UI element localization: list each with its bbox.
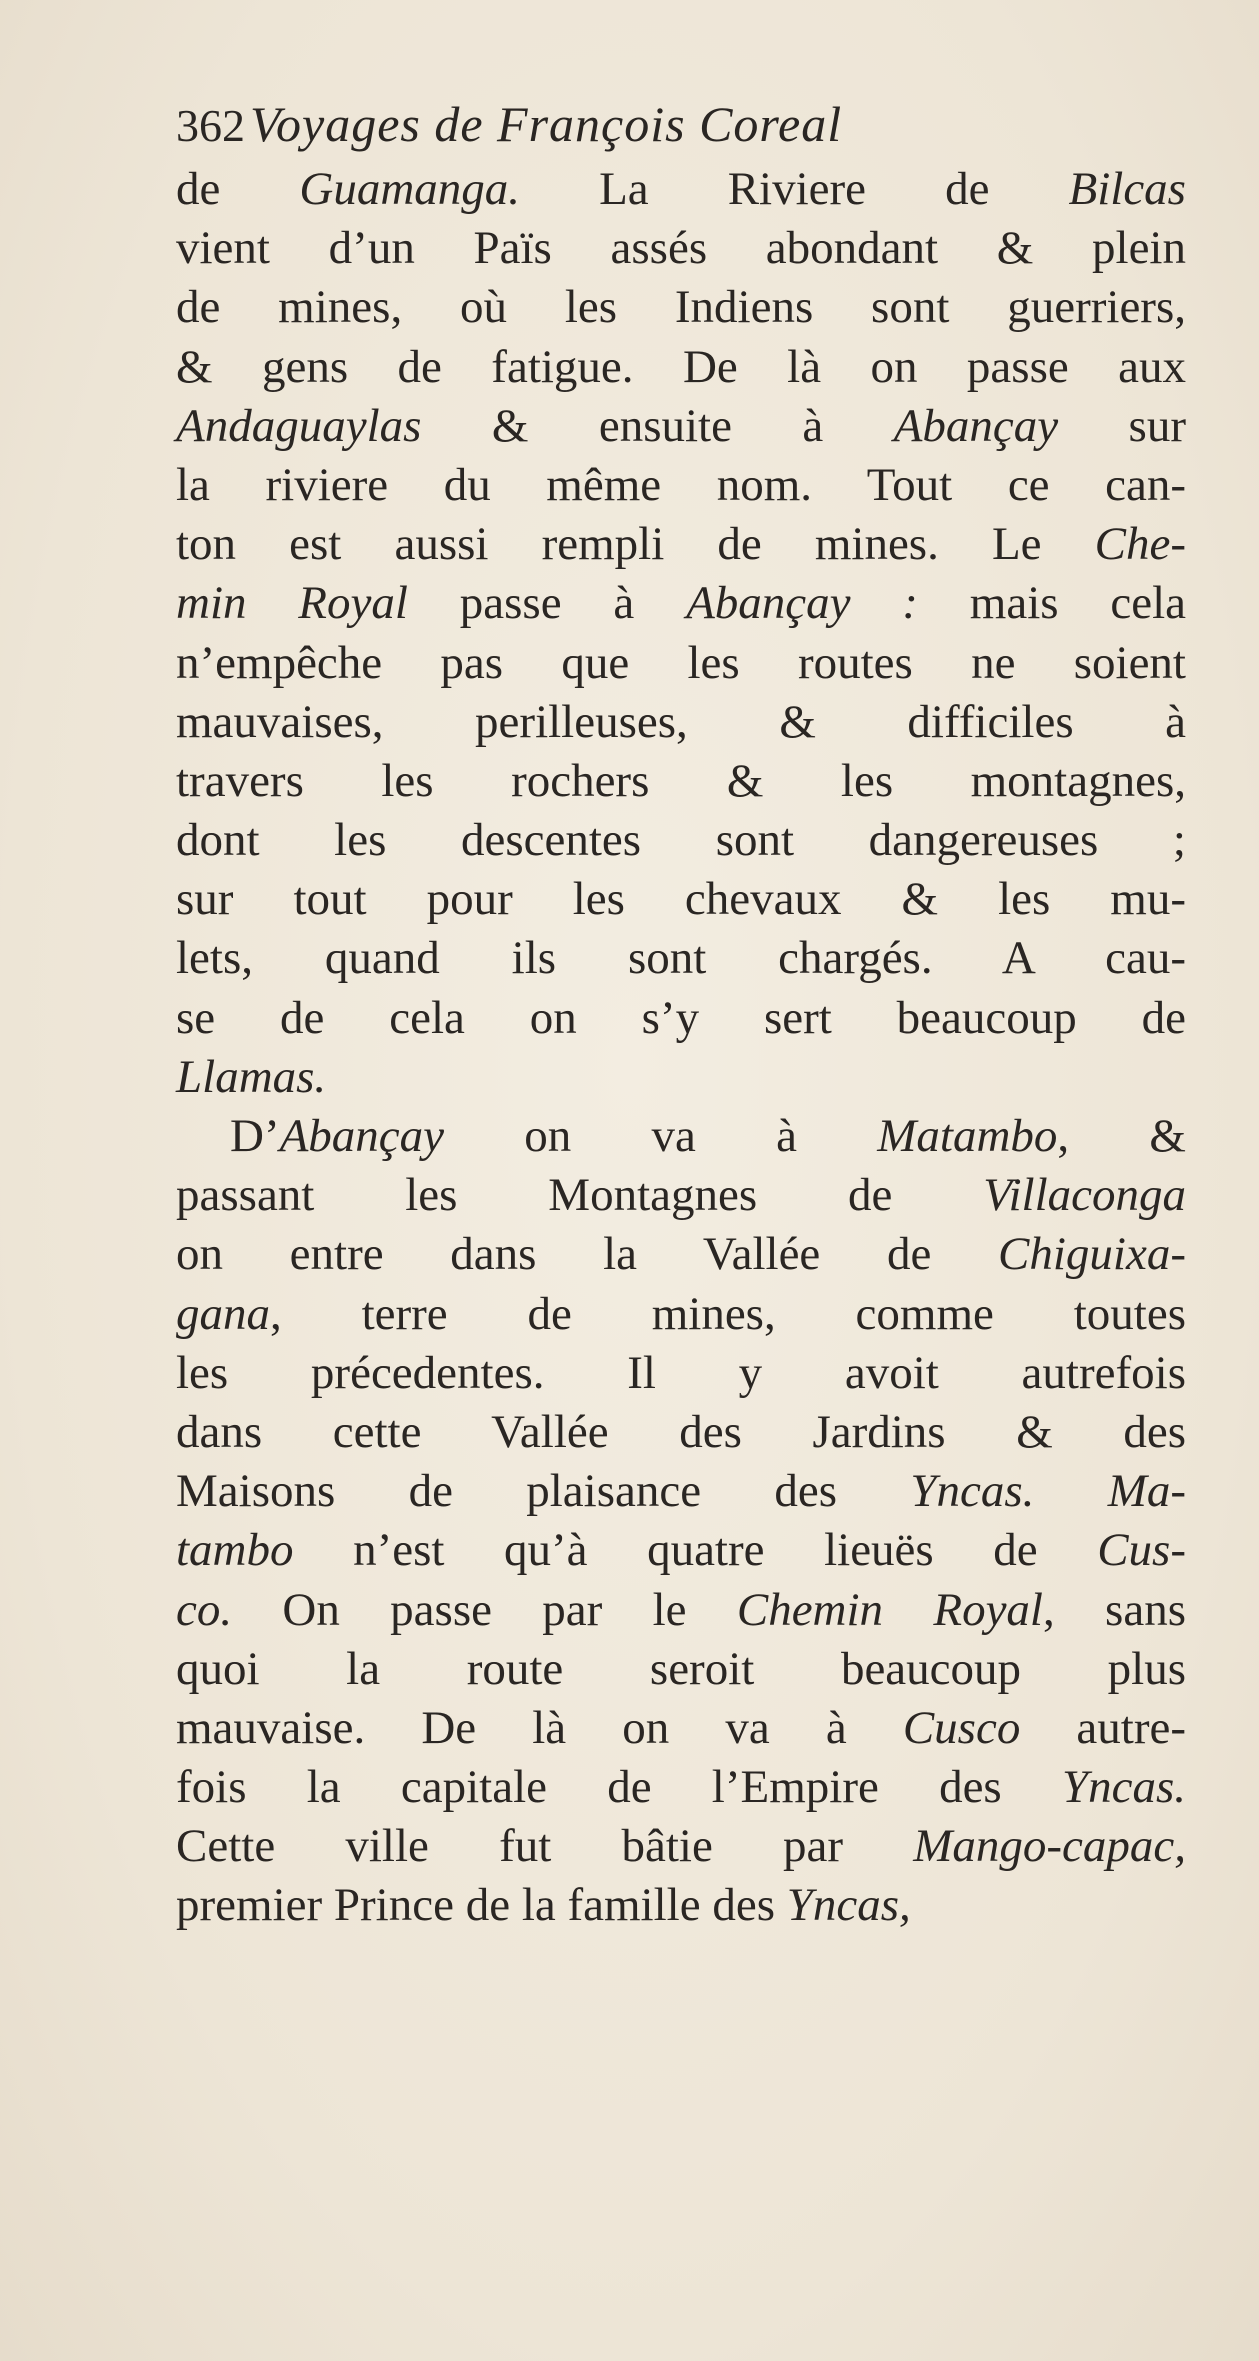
text-line <box>176 456 1186 515</box>
text-line <box>176 397 1186 456</box>
running-title: Voyages de François Coreal <box>250 96 843 152</box>
italic-text-run: Abançay <box>279 1110 445 1162</box>
text-run: , & <box>1057 1110 1186 1162</box>
text-run: n’est qu’à quatre lieuës de <box>293 1524 1098 1577</box>
text-run: , sans <box>1043 1583 1186 1636</box>
italic-text-run: co. <box>176 1583 233 1636</box>
text-run: fois la capitale de l’Empire des <box>176 1761 1062 1814</box>
text-run: autre- <box>1020 1701 1186 1754</box>
italic-text-run: Cus- <box>1097 1524 1186 1577</box>
italic-text-run: Guamanga. <box>299 163 521 215</box>
text-run: de <box>176 163 300 215</box>
text-run: n’empêche pas que les routes ne soient <box>176 636 1186 689</box>
text-line <box>176 1048 1186 1107</box>
text-run: La Riviere de <box>520 163 1069 215</box>
italic-text-run: Cusco <box>902 1701 1021 1754</box>
text-run: sur <box>1058 399 1186 452</box>
text-line <box>176 929 1186 988</box>
book-page <box>176 88 1186 1936</box>
running-head <box>176 88 1186 160</box>
text-line <box>176 989 1186 1048</box>
text-run: travers les rochers & les montagnes, <box>176 754 1186 807</box>
text-run: sur tout pour les chevaux & les mu- <box>176 873 1186 926</box>
page-number: 362 <box>176 100 245 151</box>
text-line <box>176 160 1186 219</box>
body-text <box>176 160 1186 1936</box>
italic-text-run: gana <box>176 1287 270 1340</box>
text-run: On passe par le <box>232 1583 737 1636</box>
text-line <box>176 338 1186 397</box>
text-line <box>176 752 1186 811</box>
italic-text-run: Bilcas <box>1068 163 1186 215</box>
text-line <box>176 515 1186 574</box>
italic-text-run: Chiguixa- <box>998 1228 1186 1281</box>
text-line <box>176 1285 1186 1344</box>
italic-text-run: tambo <box>176 1524 294 1577</box>
text-line <box>176 634 1186 693</box>
text-line <box>176 1166 1186 1225</box>
text-line <box>176 1758 1186 1817</box>
italic-text-run: Yncas. Ma- <box>910 1465 1187 1518</box>
text-run: & ensuite à <box>421 399 894 452</box>
text-line <box>176 870 1186 929</box>
text-run: dans cette Vallée des Jardins & des <box>176 1405 1186 1458</box>
italic-text-run: Villaconga <box>983 1169 1186 1222</box>
text-line <box>176 1699 1186 1758</box>
text-run: mauvaise. De là on va à <box>176 1701 903 1754</box>
text-line <box>176 219 1186 278</box>
text-line <box>176 1640 1186 1699</box>
italic-text-run: Llamas. <box>176 1050 327 1103</box>
italic-text-run: Andaguaylas <box>176 399 422 452</box>
italic-text-run: Abançay : <box>686 577 918 630</box>
italic-text-run: Abançay <box>893 399 1059 452</box>
text-line <box>176 1581 1186 1640</box>
italic-text-run: min Royal <box>176 577 408 630</box>
text-run: passant les Montagnes de <box>176 1169 984 1222</box>
italic-text-run: Che- <box>1094 518 1186 571</box>
text-line <box>176 693 1186 752</box>
text-run: Maisons de plaisance des <box>176 1465 911 1518</box>
text-run: les précedentes. Il y avoit autrefois <box>176 1346 1186 1399</box>
text-line <box>176 1403 1186 1462</box>
text-run: lets, quand ils sont chargés. A cau- <box>176 932 1186 985</box>
text-run: ton est aussi rempli de mines. Le <box>176 518 1095 571</box>
text-line <box>176 1462 1186 1521</box>
italic-text-run: Chemin Royal <box>736 1583 1043 1636</box>
text-line <box>176 278 1186 337</box>
text-run: , terre de mines, comme toutes <box>270 1287 1186 1340</box>
text-run: passe à <box>407 577 687 630</box>
text-line <box>176 574 1186 633</box>
text-line <box>176 1521 1186 1580</box>
text-line <box>176 1876 1186 1935</box>
text-line <box>176 1817 1186 1876</box>
text-line <box>176 811 1186 870</box>
text-line <box>176 1344 1186 1403</box>
italic-text-run: Mango-capac, <box>913 1820 1186 1873</box>
text-run: de mines, où les Indiens sont guerriers, <box>176 281 1186 334</box>
text-line <box>176 1107 1186 1166</box>
italic-text-run: Matambo <box>877 1110 1058 1162</box>
text-run: D’ <box>230 1110 280 1162</box>
text-run: mauvaises, perilleuses, & difficiles à <box>176 695 1186 748</box>
text-run: vient d’un Païs assés abondant & plein <box>176 222 1186 275</box>
text-run: premier Prince de la famille des <box>176 1879 787 1932</box>
text-run: Cette ville fut bâtie par <box>176 1820 914 1873</box>
italic-text-run: Yncas, <box>786 1879 911 1932</box>
text-run: quoi la route seroit beaucoup plus <box>176 1642 1186 1695</box>
text-line <box>176 1225 1186 1284</box>
text-run: se de cela on s’y sert beaucoup de <box>176 991 1186 1044</box>
text-run: on entre dans la Vallée de <box>176 1228 999 1281</box>
text-run: on va à <box>444 1110 878 1162</box>
text-run: la riviere du même nom. Tout ce can- <box>176 458 1186 511</box>
text-run: & gens de fatigue. De là on passe aux <box>176 340 1186 393</box>
text-run: mais cela <box>917 577 1186 630</box>
italic-text-run: Yncas. <box>1061 1761 1186 1814</box>
text-run: dont les descentes sont dangereuses ; <box>176 814 1186 867</box>
